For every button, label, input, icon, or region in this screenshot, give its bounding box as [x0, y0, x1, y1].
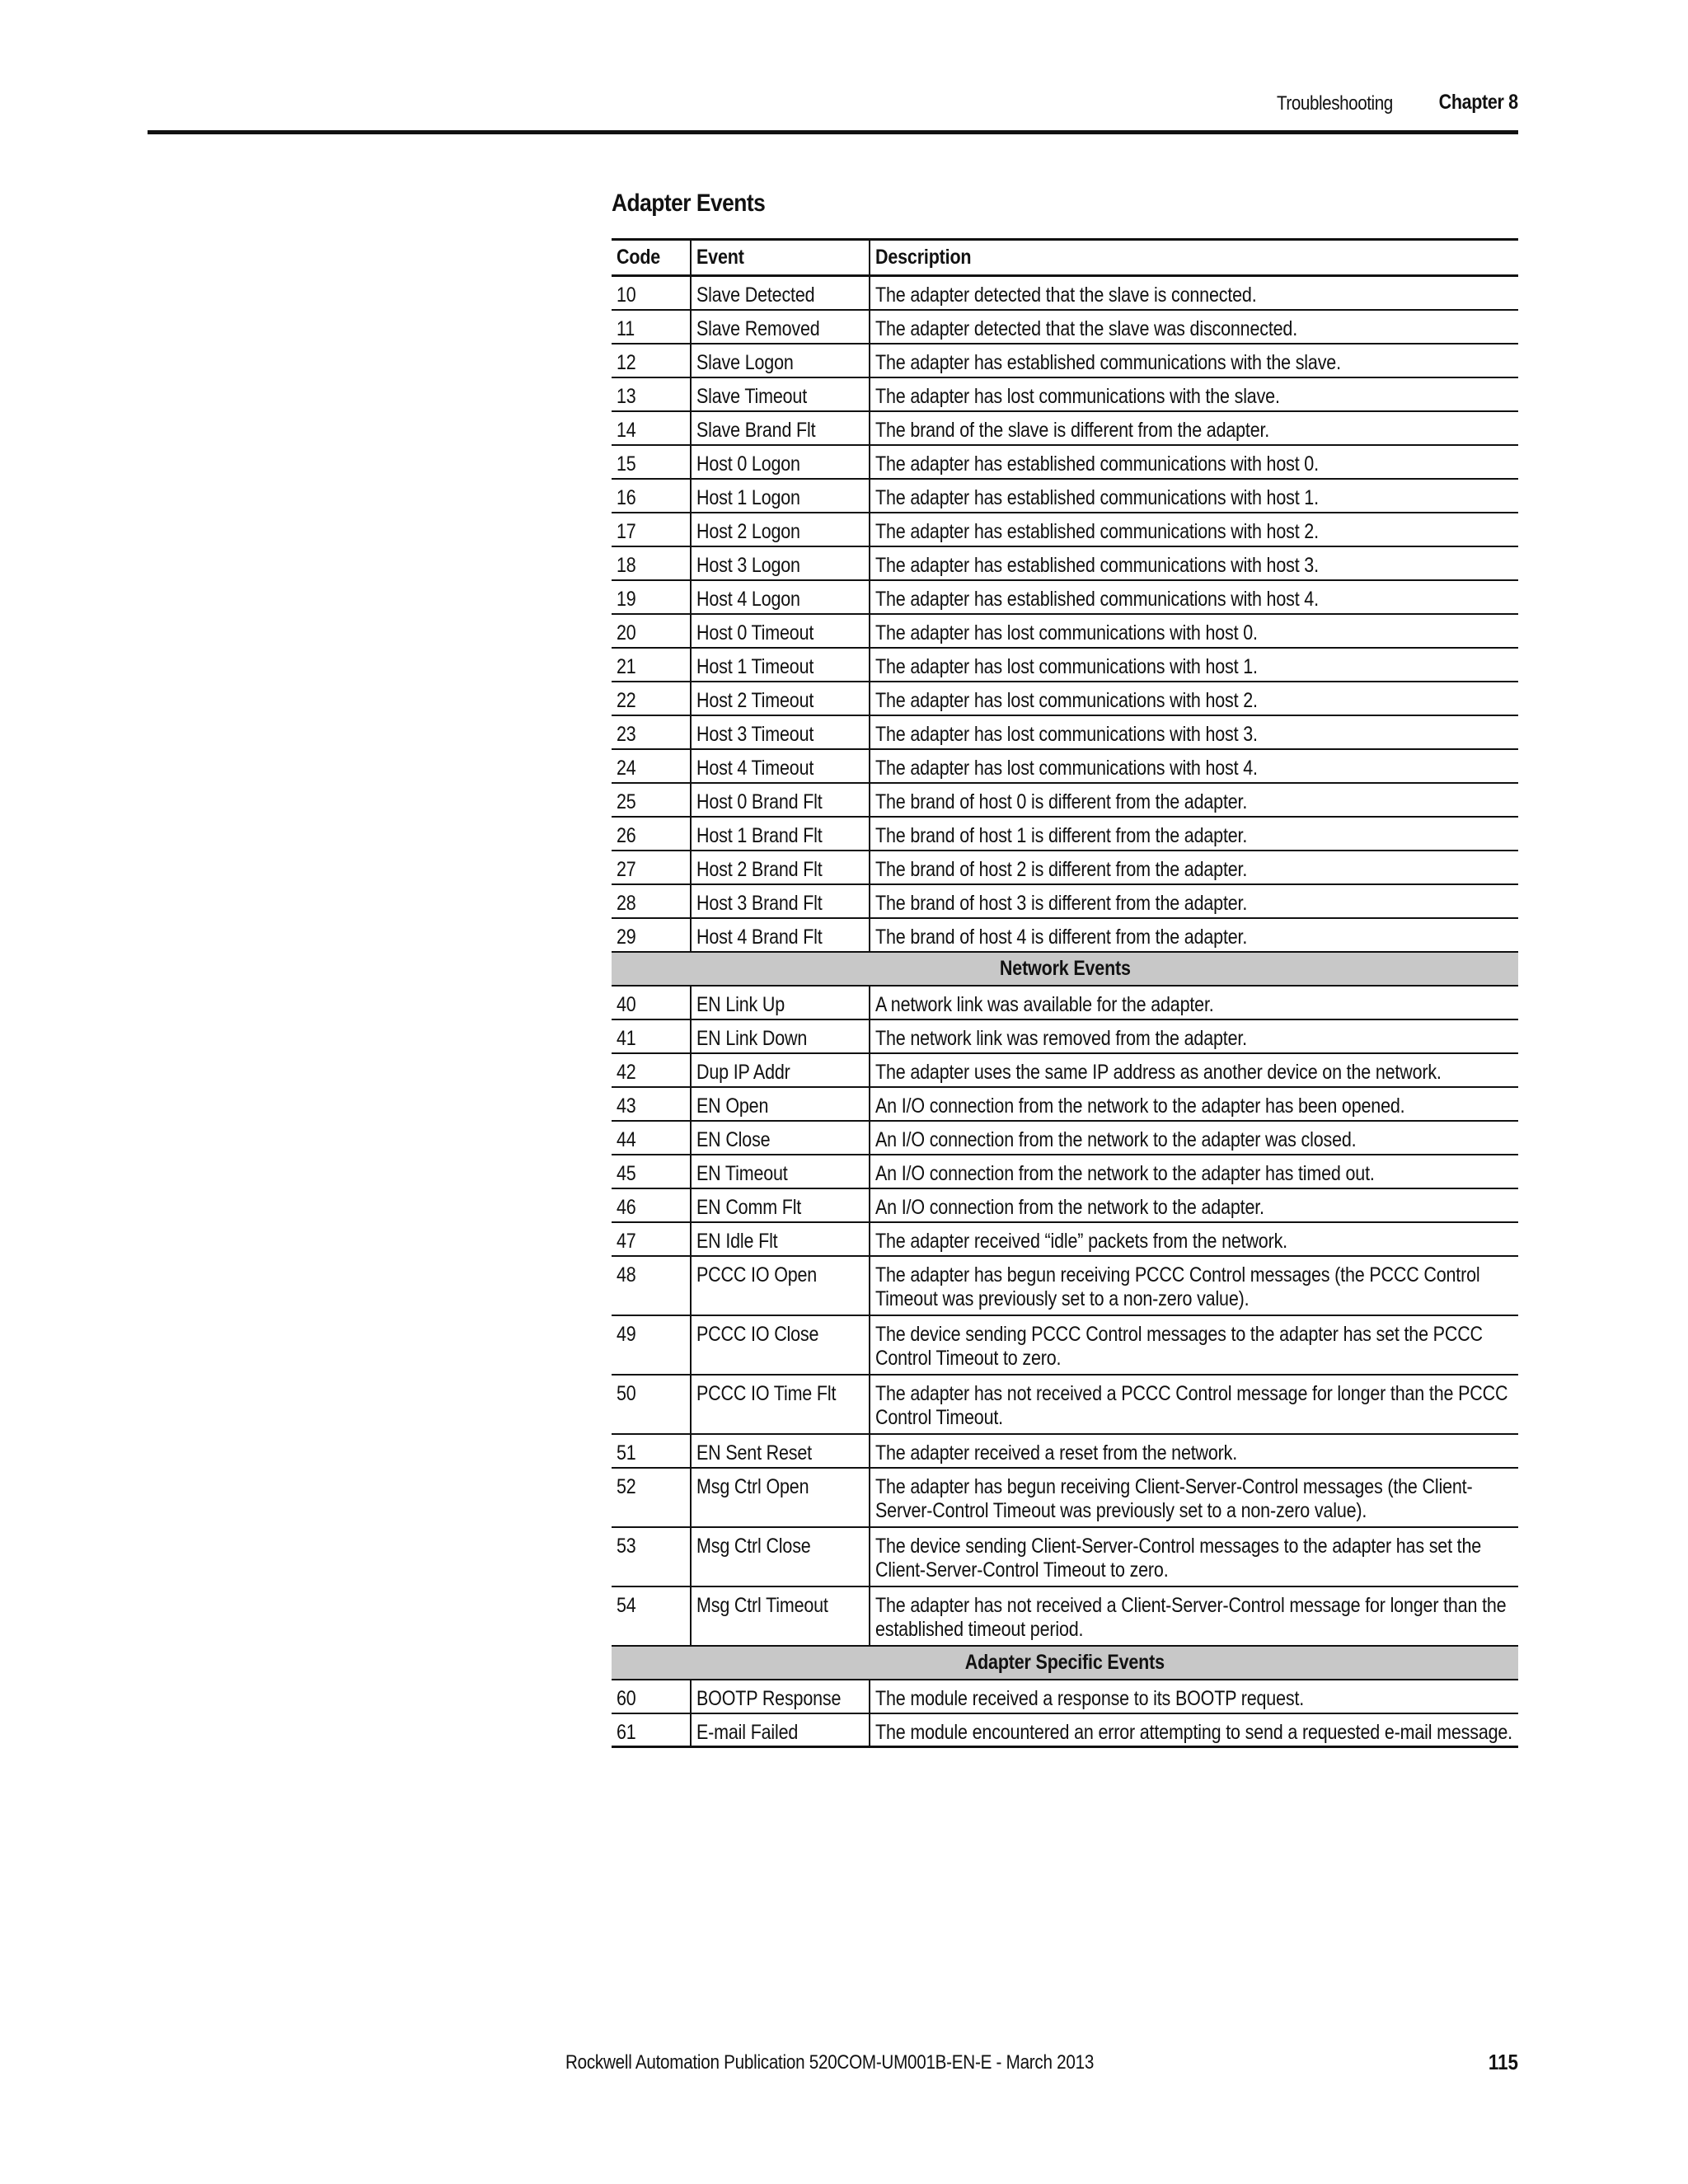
table-row [612, 1680, 1518, 1713]
cell-code: 53 [612, 1527, 691, 1586]
table-row [612, 1713, 1518, 1747]
table-row [612, 1434, 1518, 1468]
cell-event: EN Close [691, 1121, 870, 1155]
cell-description: The adapter has lost communications with host 3. [870, 715, 1518, 749]
cell-event: Msg Ctrl Open [691, 1468, 870, 1527]
table-row [612, 513, 1518, 546]
cell-description: The adapter has established communications with host 3. [870, 546, 1518, 580]
cell-event: EN Comm Flt [691, 1188, 870, 1222]
cell-event: EN Idle Flt [691, 1222, 870, 1256]
cell-description: The adapter has begun receiving PCCC Control messages (the PCCC Control Timeout was previously set to a non-zero value). [870, 1256, 1518, 1315]
cell-code: 29 [612, 918, 691, 952]
table-row [612, 851, 1518, 884]
cell-event: Host 3 Logon [691, 546, 870, 580]
cell-description: The adapter received “idle” packets from the network. [870, 1222, 1518, 1256]
cell-description: The adapter has established communications with host 4. [870, 580, 1518, 614]
cell-code: 44 [612, 1121, 691, 1155]
table-row [612, 1315, 1518, 1375]
cell-event: Host 2 Brand Flt [691, 851, 870, 884]
table-row [612, 546, 1518, 580]
table-row [612, 648, 1518, 682]
cell-description: The adapter has begun receiving Client-Server-Control messages (the Client-Server-Control Timeout was previously set to a non-zero value). [870, 1468, 1518, 1527]
cell-event: Host 0 Logon [691, 445, 870, 479]
cell-code: 47 [612, 1222, 691, 1256]
cell-code: 15 [612, 445, 691, 479]
cell-event: Host 0 Timeout [691, 614, 870, 648]
cell-description: The adapter has lost communications with host 0. [870, 614, 1518, 648]
cell-description: The module received a response to its BOOTP request. [870, 1680, 1518, 1713]
table-row [612, 918, 1518, 952]
table-row [612, 783, 1518, 817]
table-row [612, 1527, 1518, 1586]
cell-code: 26 [612, 817, 691, 851]
cell-description: The adapter received a reset from the network. [870, 1434, 1518, 1468]
cell-description: The adapter detected that the slave is connected. [870, 276, 1518, 310]
cell-code: 14 [612, 411, 691, 445]
cell-event: Host 1 Timeout [691, 648, 870, 682]
cell-code: 45 [612, 1155, 691, 1188]
cell-event: Host 4 Logon [691, 580, 870, 614]
cell-event: EN Link Up [691, 986, 870, 1019]
cell-event: Dup IP Addr [691, 1053, 870, 1087]
cell-code: 52 [612, 1468, 691, 1527]
footer-publication: Rockwell Automation Publication 520COM-UM001B-EN-E - March 2013 [565, 2051, 1095, 2074]
cell-code: 20 [612, 614, 691, 648]
cell-description: An I/O connection from the network to the adapter was closed. [870, 1121, 1518, 1155]
cell-event: Host 4 Brand Flt [691, 918, 870, 952]
cell-description: The brand of host 4 is different from the adapter. [870, 918, 1518, 952]
cell-code: 41 [612, 1019, 691, 1053]
running-header-section: Troubleshooting [1277, 92, 1393, 115]
cell-code: 10 [612, 276, 691, 310]
cell-description: The brand of the slave is different from the adapter. [870, 411, 1518, 445]
cell-event: PCCC IO Open [691, 1256, 870, 1315]
column-header-code: Code [612, 240, 691, 276]
cell-code: 27 [612, 851, 691, 884]
cell-description: An I/O connection from the network to the adapter. [870, 1188, 1518, 1222]
cell-code: 40 [612, 986, 691, 1019]
cell-description: The adapter has lost communications with host 1. [870, 648, 1518, 682]
cell-description: The adapter has established communications with host 2. [870, 513, 1518, 546]
table-header-row [612, 240, 1518, 276]
cell-code: 25 [612, 783, 691, 817]
cell-code: 17 [612, 513, 691, 546]
cell-description: The device sending Client-Server-Control messages to the adapter has set the Client-Server-Control Timeout to zero. [870, 1527, 1518, 1586]
cell-description: A network link was available for the adapter. [870, 986, 1518, 1019]
cell-code: 16 [612, 479, 691, 513]
cell-event: PCCC IO Time Flt [691, 1375, 870, 1434]
cell-description: An I/O connection from the network to the adapter has been opened. [870, 1087, 1518, 1121]
table-row [612, 1468, 1518, 1527]
cell-event: EN Link Down [691, 1019, 870, 1053]
cell-code: 51 [612, 1434, 691, 1468]
cell-event: Slave Timeout [691, 377, 870, 411]
table-row [612, 1155, 1518, 1188]
cell-code: 46 [612, 1188, 691, 1222]
table-row [612, 884, 1518, 918]
table-row [612, 749, 1518, 783]
cell-code: 60 [612, 1680, 691, 1713]
table-row [612, 1087, 1518, 1121]
table-row [612, 445, 1518, 479]
table-row [612, 344, 1518, 377]
cell-code: 50 [612, 1375, 691, 1434]
cell-description: The brand of host 3 is different from the adapter. [870, 884, 1518, 918]
cell-code: 23 [612, 715, 691, 749]
cell-code: 22 [612, 682, 691, 715]
cell-description: The adapter detected that the slave was disconnected. [870, 310, 1518, 344]
adapter-events-table [612, 238, 1518, 1748]
cell-event: EN Open [691, 1087, 870, 1121]
table-row [612, 986, 1518, 1019]
section-network-events-label: Network Events [612, 952, 1518, 986]
cell-description: The adapter has not received a Client-Server-Control message for longer than the established timeout period. [870, 1586, 1518, 1646]
cell-code: 28 [612, 884, 691, 918]
cell-description: The adapter has lost communications with host 2. [870, 682, 1518, 715]
cell-event: EN Timeout [691, 1155, 870, 1188]
cell-code: 21 [612, 648, 691, 682]
cell-description: The device sending PCCC Control messages to the adapter has set the PCCC Control Timeout to zero. [870, 1315, 1518, 1375]
table-row [612, 310, 1518, 344]
cell-description: The adapter has established communications with host 1. [870, 479, 1518, 513]
cell-event: E-mail Failed [691, 1713, 870, 1747]
table-row [612, 1121, 1518, 1155]
cell-event: Host 4 Timeout [691, 749, 870, 783]
cell-code: 48 [612, 1256, 691, 1315]
table-row [612, 1256, 1518, 1315]
cell-description: The network link was removed from the adapter. [870, 1019, 1518, 1053]
cell-code: 49 [612, 1315, 691, 1375]
cell-code: 24 [612, 749, 691, 783]
cell-event: EN Sent Reset [691, 1434, 870, 1468]
cell-event: Host 1 Brand Flt [691, 817, 870, 851]
table-row [612, 1053, 1518, 1087]
cell-event: Host 0 Brand Flt [691, 783, 870, 817]
table-row [612, 614, 1518, 648]
cell-description: The adapter has lost communications with host 4. [870, 749, 1518, 783]
running-header-chapter: Chapter 8 [1438, 91, 1518, 114]
cell-code: 11 [612, 310, 691, 344]
table-row [612, 1019, 1518, 1053]
table-row [612, 1586, 1518, 1646]
cell-description: The brand of host 0 is different from the adapter. [870, 783, 1518, 817]
cell-code: 54 [612, 1586, 691, 1646]
cell-event: Slave Detected [691, 276, 870, 310]
page-number: 115 [1488, 2050, 1518, 2074]
table-row [612, 411, 1518, 445]
header-rule [148, 130, 1518, 134]
cell-code: 12 [612, 344, 691, 377]
cell-code: 19 [612, 580, 691, 614]
cell-description: An I/O connection from the network to the adapter has timed out. [870, 1155, 1518, 1188]
cell-event: Msg Ctrl Timeout [691, 1586, 870, 1646]
table-row [612, 715, 1518, 749]
section-adapter-specific-events-label: Adapter Specific Events [612, 1646, 1518, 1680]
cell-event: Host 1 Logon [691, 479, 870, 513]
section-adapter-specific-events [612, 1646, 1518, 1680]
section-network-events [612, 952, 1518, 986]
table-row [612, 1375, 1518, 1434]
table-row [612, 580, 1518, 614]
table-row [612, 1188, 1518, 1222]
cell-event: Host 2 Timeout [691, 682, 870, 715]
table-row [612, 1222, 1518, 1256]
cell-description: The adapter has established communications with host 0. [870, 445, 1518, 479]
table-row [612, 377, 1518, 411]
cell-event: Host 3 Timeout [691, 715, 870, 749]
cell-code: 43 [612, 1087, 691, 1121]
cell-description: The module encountered an error attempting to send a requested e-mail message. [870, 1713, 1518, 1747]
cell-description: The adapter uses the same IP address as another device on the network. [870, 1053, 1518, 1087]
cell-description: The brand of host 1 is different from the adapter. [870, 817, 1518, 851]
table-title: Adapter Events [612, 190, 766, 217]
cell-description: The brand of host 2 is different from the adapter. [870, 851, 1518, 884]
cell-description: The adapter has not received a PCCC Control message for longer than the PCCC Control Timeout. [870, 1375, 1518, 1434]
cell-event: PCCC IO Close [691, 1315, 870, 1375]
table-row [612, 276, 1518, 310]
cell-code: 18 [612, 546, 691, 580]
table-row [612, 682, 1518, 715]
column-header-event: Event [691, 240, 870, 276]
cell-event: Host 3 Brand Flt [691, 884, 870, 918]
cell-description: The adapter has established communications with the slave. [870, 344, 1518, 377]
column-header-description: Description [870, 240, 1518, 276]
cell-event: Slave Removed [691, 310, 870, 344]
cell-event: BOOTP Response [691, 1680, 870, 1713]
table-row [612, 479, 1518, 513]
cell-description: The adapter has lost communications with the slave. [870, 377, 1518, 411]
cell-event: Slave Logon [691, 344, 870, 377]
cell-event: Slave Brand Flt [691, 411, 870, 445]
cell-event: Msg Ctrl Close [691, 1527, 870, 1586]
cell-code: 42 [612, 1053, 691, 1087]
table-row [612, 817, 1518, 851]
cell-code: 61 [612, 1713, 691, 1747]
cell-event: Host 2 Logon [691, 513, 870, 546]
cell-code: 13 [612, 377, 691, 411]
